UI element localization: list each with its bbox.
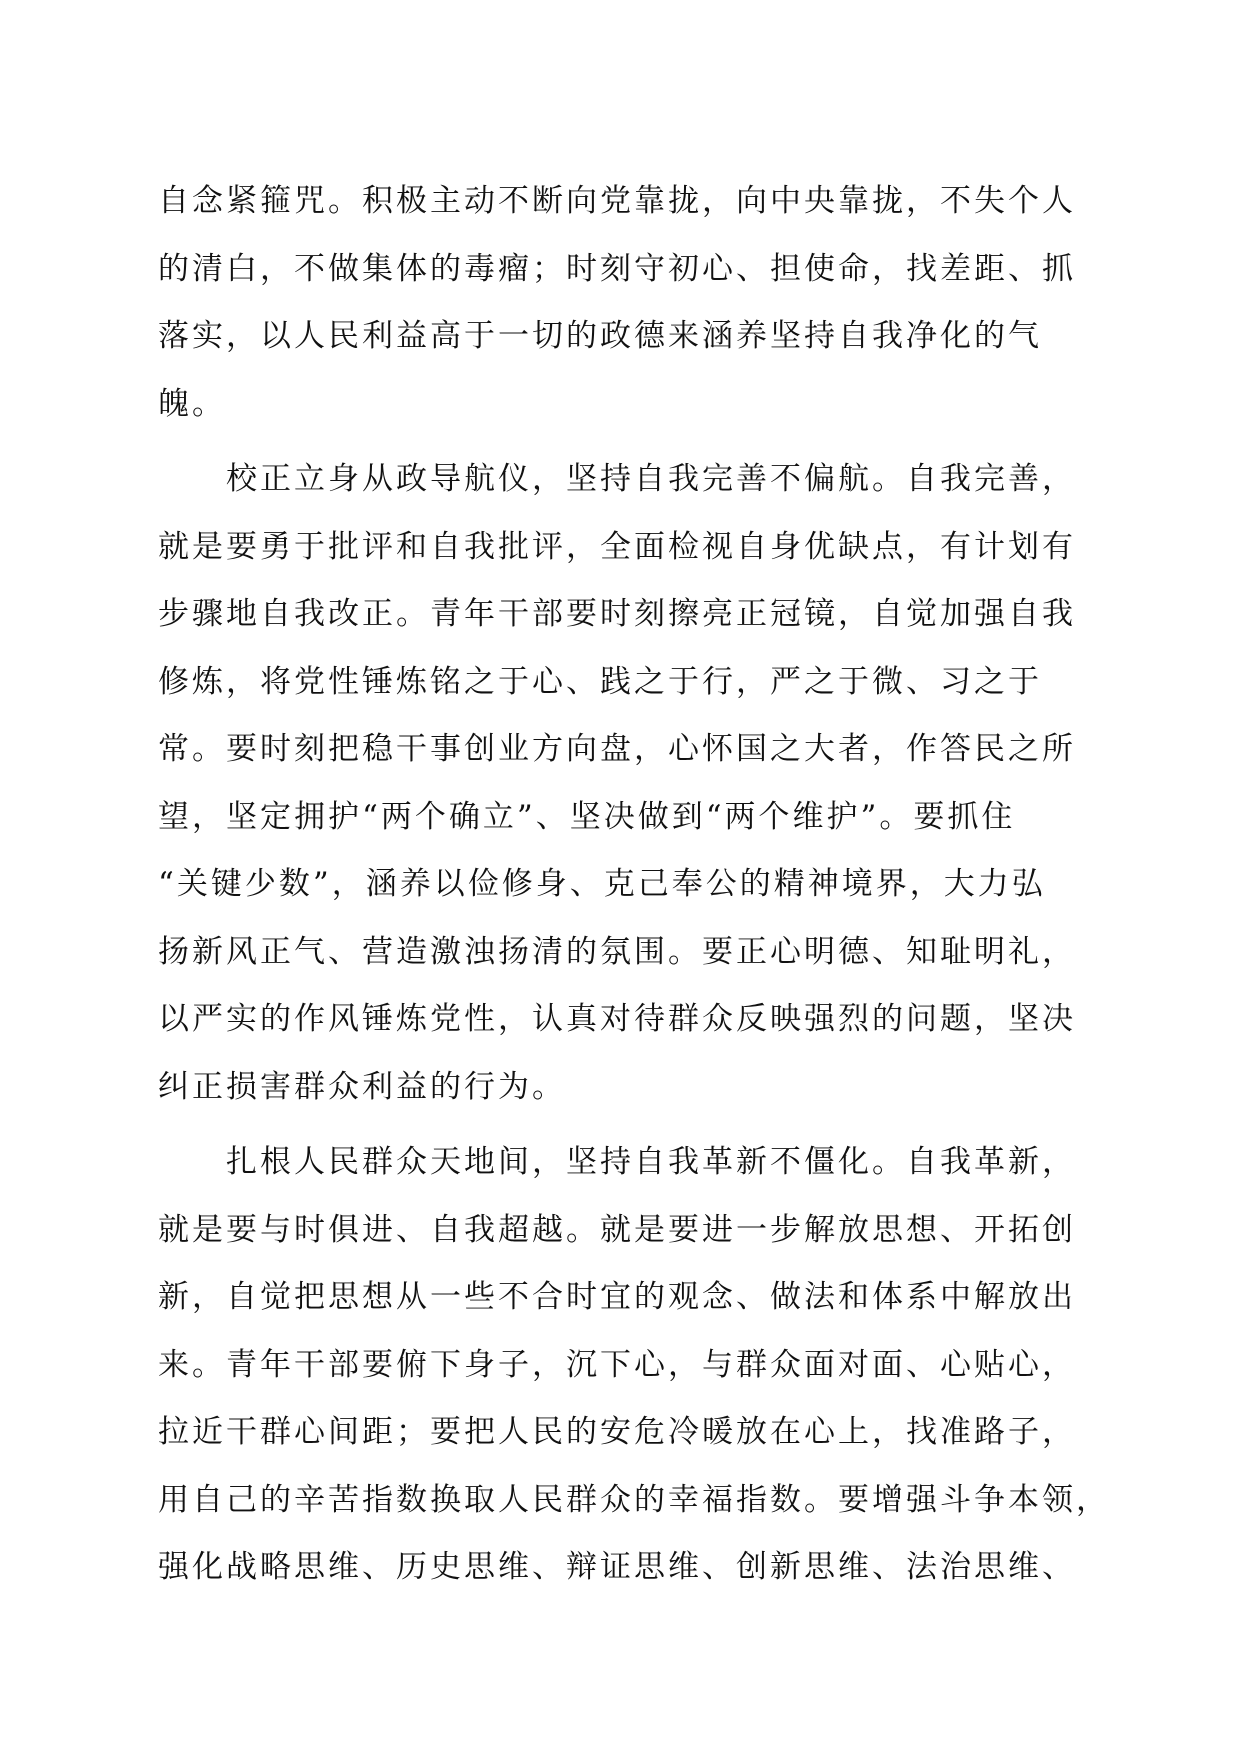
text-line: 魄。 [158, 385, 226, 422]
text-line: 拉近干群心间距；要把人民的安危冷暖放在心上，找准路子， [158, 1414, 1076, 1450]
text-line: 的清白，不做集体的毒瘤；时刻守初心、担使命，找差距、抓 [158, 250, 1076, 287]
document-body [158, 168, 1110, 1602]
paragraph-spacer [158, 1121, 1088, 1129]
text-line: 落实，以人民利益高于一切的政德来涵养坚持自我净化的气 [158, 318, 1042, 354]
text-line: 新，自觉把思想从一些不合时宜的观念、做法和体系中解放出 [158, 1279, 1076, 1315]
text-line: 常。要时刻把稳干事创业方向盘，心怀国之大者，作答民之所 [158, 731, 1076, 767]
text-line: 自念紧箍咒。积极主动不断向党靠拢，向中央靠拢，不失个人 [158, 183, 1076, 219]
text-line: 就是要与时俱进、自我超越。就是要进一步解放思想、开拓创 [158, 1211, 1076, 1248]
text-line: 扬新风正气、营造激浊扬清的氛围。要正心明德、知耻明礼， [158, 933, 1076, 970]
text-line: 望，坚定拥护“两个确立”、坚决做到“两个维护”。要抓住 [158, 798, 1016, 835]
text-line: 扎根人民群众天地间，坚持自我革新不僵化。自我革新， [158, 1144, 1076, 1180]
text-line: 就是要勇于批评和自我批评，全面检视自身优缺点，有计划有 [158, 528, 1076, 565]
paragraph-1 [158, 168, 1088, 438]
text-line: 步骤地自我改正。青年干部要时刻擦亮正冠镜，自觉加强自我 [158, 596, 1076, 632]
text-line: 强化战略思维、历史思维、辩证思维、创新思维、法治思维、 [158, 1549, 1076, 1585]
text-line: 校正立身从政导航仪，坚持自我完善不偏航。自我完善， [158, 461, 1076, 497]
text-line: 来。青年干部要俯下身子，沉下心，与群众面对面、心贴心， [158, 1346, 1076, 1383]
text-line: “关键少数”，涵养以俭修身、克己奉公的精神境界，大力弘 [158, 866, 1046, 902]
text-line: 纠正损害群众利益的行为。 [158, 1068, 566, 1105]
text-line: 以严实的作风锤炼党性，认真对待群众反映强烈的问题，坚决 [158, 1001, 1076, 1037]
paragraph-2 [158, 446, 1088, 1121]
text-line: 用自己的辛苦指数换取人民群众的幸福指数。要增强斗争本领， [158, 1481, 1110, 1518]
text-line: 修炼，将党性锤炼铭之于心、践之于行，严之于微、习之于 [158, 663, 1042, 700]
paragraph-3 [158, 1129, 1110, 1602]
paragraph-spacer [158, 438, 1088, 446]
